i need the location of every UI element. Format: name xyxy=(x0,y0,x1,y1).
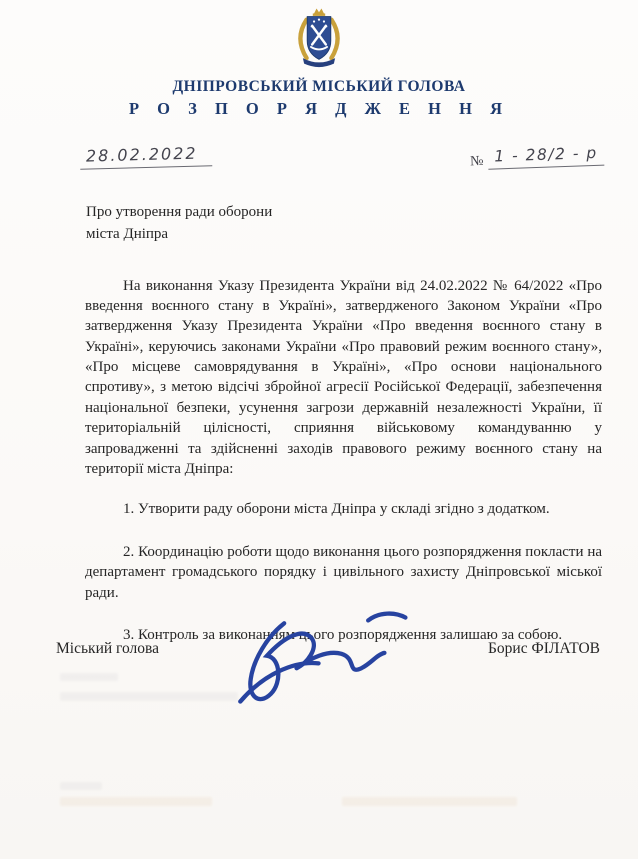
document-number xyxy=(470,144,604,171)
handwritten-signature-graphic xyxy=(225,608,435,713)
signer-name: Борис ФІЛАТОВ xyxy=(488,640,600,657)
item-2: 2. Координацію роботи щодо виконання цього розпорядження покласти на департамент громадського порядку і цивільного захисту Дніпровської міської ради. xyxy=(85,543,602,601)
signer-position-label: Міський голова xyxy=(56,640,160,657)
handwritten-date: 28.02.2022 xyxy=(80,143,212,169)
emblem-container xyxy=(0,0,638,68)
dnipro-coat-of-arms-icon xyxy=(280,6,358,68)
subject-line-2: міста Дніпра xyxy=(86,225,169,242)
subject-line-1: Про утворення ради оборони xyxy=(86,204,273,220)
body-text xyxy=(85,276,602,646)
redacted-text-remnant xyxy=(342,797,517,806)
subject-block xyxy=(86,202,618,246)
main-paragraph: На виконання Указу Президента України від 24.02.2022 № 64/2022 «Про введення воєнного стану в Україні», затвердженого Законом України «Про затвердження Указу Президента України «Про введення воєнного стану в Україні», керуючись законами України «Про правовий режим воєнного стану», «Про місцеве самоврядування в Україні», «Про основи національного спротиву», з метою відсічі збройної агресії Російської Федерації, забезпечення національної безпеки, усунення загрози державній незалежності України, її територіальній цілісності, сприяння військовому командуванню у запровадженні та здійсненні заходів правового режиму воєнного стану на території міста Дніпра: xyxy=(85,277,602,478)
meta-row xyxy=(80,145,618,168)
number-sign-label: № xyxy=(470,153,484,170)
redacted-text-remnant xyxy=(60,782,102,790)
redacted-text-remnant xyxy=(60,692,238,701)
document-type-title: Р О З П О Р Я Д Ж Е Н Н Я xyxy=(128,99,510,118)
handwritten-number: 1 - 28/2 - р xyxy=(488,144,604,170)
item-1: 1. Утворити раду оборони міста Дніпра у складі згідно з додатком. xyxy=(123,501,550,518)
org-title: ДНІПРОВСЬКИЙ МІСЬКИЙ ГОЛОВА xyxy=(172,78,466,95)
redacted-text-remnant xyxy=(60,673,118,681)
redacted-text-remnant xyxy=(60,797,212,806)
item-3: 3. Контроль за виконанням цього розпорядження залишаю за собою. xyxy=(123,626,563,643)
